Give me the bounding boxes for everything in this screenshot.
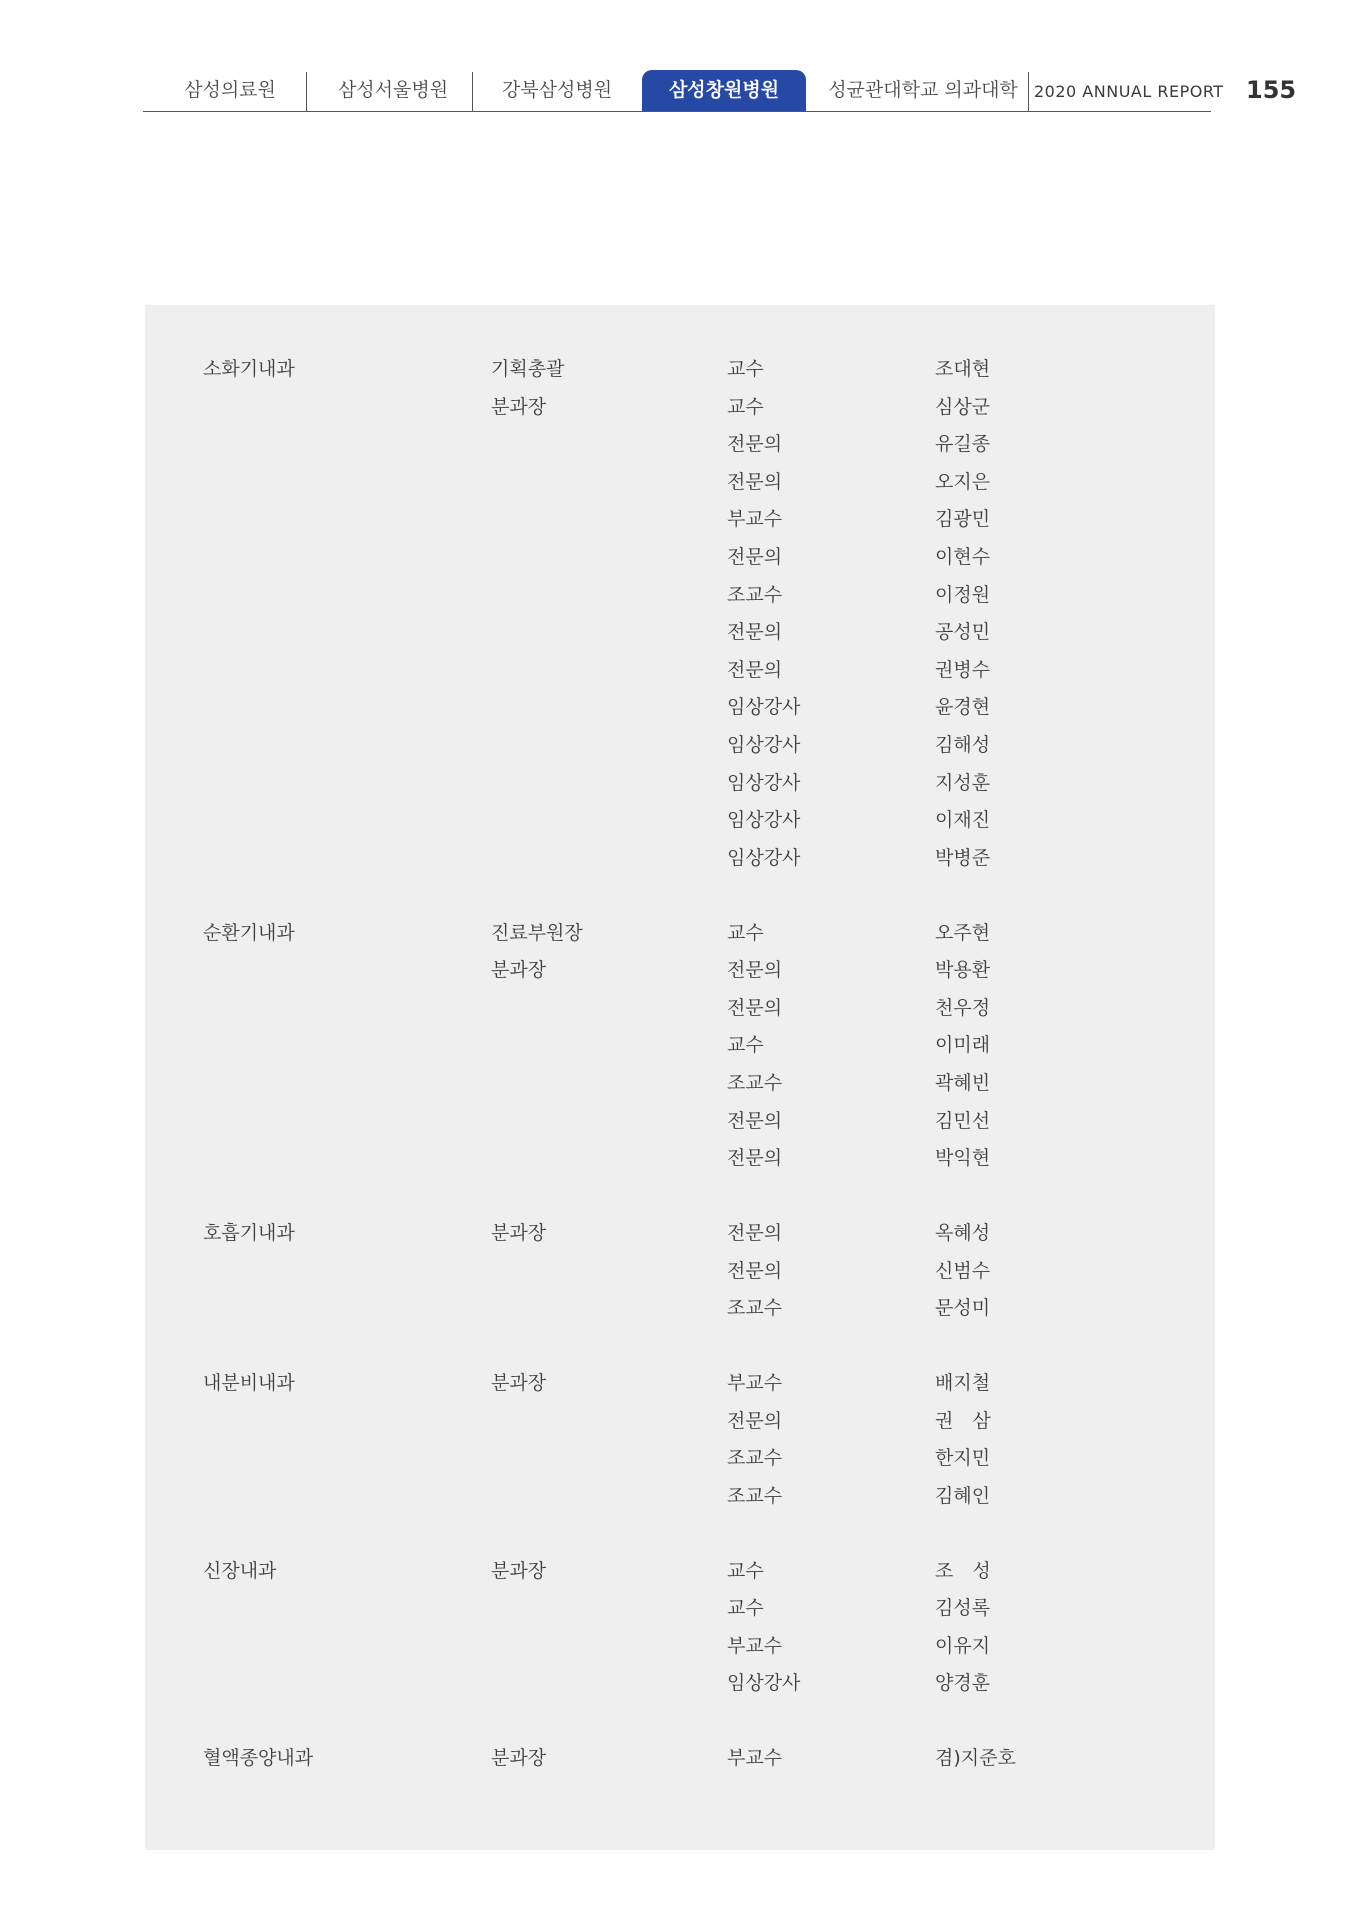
table-row (145, 840, 1215, 877)
name-cell: 지성훈 (935, 772, 991, 794)
title-cell: 전문의 (727, 1410, 783, 1432)
table-row (145, 539, 1215, 576)
staff-table (145, 305, 1215, 1850)
tab-divider (306, 72, 307, 112)
name-cell: 한지민 (935, 1447, 991, 1469)
tab-skku-school-of-medicine[interactable]: 성균관대학교 의과대학 (828, 79, 1018, 101)
table-row (145, 1065, 1215, 1102)
title-cell: 조교수 (727, 1447, 783, 1469)
name-cell: 박용환 (935, 959, 991, 981)
title-cell: 전문의 (727, 1260, 783, 1282)
title-cell: 교수 (727, 922, 764, 944)
table-row (145, 952, 1215, 989)
title-cell: 임상강사 (727, 734, 801, 756)
title-cell: 전문의 (727, 997, 783, 1019)
table-row (145, 1103, 1215, 1140)
name-cell: 옥혜성 (935, 1222, 991, 1244)
name-cell: 김혜인 (935, 1485, 991, 1507)
name-cell: 문성미 (935, 1297, 991, 1319)
table-row (145, 351, 1215, 388)
title-cell: 조교수 (727, 1072, 783, 1094)
table-row (145, 614, 1215, 651)
name-cell: 배지철 (935, 1372, 991, 1394)
tab-divider (1028, 72, 1029, 112)
table-row (145, 1140, 1215, 1177)
title-cell: 임상강사 (727, 772, 801, 794)
name-cell: 윤경현 (935, 696, 991, 718)
table-row (145, 652, 1215, 689)
title-cell: 전문의 (727, 1147, 783, 1169)
name-cell: 김성록 (935, 1597, 991, 1619)
name-cell: 양경훈 (935, 1672, 991, 1694)
role-cell: 분과장 (491, 396, 547, 418)
table-row (145, 1365, 1215, 1402)
table-row (145, 577, 1215, 614)
table-row (145, 1290, 1215, 1327)
title-cell: 교수 (727, 1597, 764, 1619)
title-cell: 교수 (727, 358, 764, 380)
name-cell: 박병준 (935, 847, 991, 869)
title-cell: 부교수 (727, 1635, 783, 1657)
table-row (145, 802, 1215, 839)
department-cell: 내분비내과 (203, 1372, 295, 1394)
title-cell: 임상강사 (727, 1672, 801, 1694)
name-cell: 겸)지준호 (935, 1747, 1016, 1769)
title-cell: 전문의 (727, 546, 783, 568)
title-cell: 전문의 (727, 621, 783, 643)
department-cell: 신장내과 (203, 1560, 277, 1582)
title-cell: 교수 (727, 1560, 764, 1582)
role-cell: 분과장 (491, 1222, 547, 1244)
tab-kangbuk-samsung-hospital[interactable]: 강북삼성병원 (501, 79, 613, 101)
title-cell: 조교수 (727, 1485, 783, 1507)
name-cell: 이유지 (935, 1635, 991, 1657)
tab-divider (472, 72, 473, 112)
table-row (145, 1553, 1215, 1590)
name-cell: 공성민 (935, 621, 991, 643)
table-row (145, 1215, 1215, 1252)
title-cell: 교수 (727, 396, 764, 418)
title-cell: 임상강사 (727, 847, 801, 869)
table-row (145, 1665, 1215, 1702)
table-row (145, 501, 1215, 538)
name-cell: 신범수 (935, 1260, 991, 1282)
table-row (145, 389, 1215, 426)
name-cell: 유길종 (935, 433, 991, 455)
name-cell: 김해성 (935, 734, 991, 756)
name-cell: 천우정 (935, 997, 991, 1019)
tab-samsung-changwon-hospital[interactable]: 삼성창원병원 (642, 70, 806, 112)
title-cell: 전문의 (727, 659, 783, 681)
name-cell: 곽혜빈 (935, 1072, 991, 1094)
annual-report-label: 2020 ANNUAL REPORT (1034, 82, 1224, 101)
name-cell: 이현수 (935, 546, 991, 568)
table-row (145, 765, 1215, 802)
name-cell: 오지은 (935, 471, 991, 493)
name-cell: 이재진 (935, 809, 991, 831)
table-row (145, 426, 1215, 463)
department-cell: 호흡기내과 (203, 1222, 295, 1244)
tab-samsung-seoul-hospital[interactable]: 삼성서울병원 (337, 79, 449, 101)
tab-samsung-medical-center[interactable]: 삼성의료원 (184, 79, 276, 101)
role-cell: 분과장 (491, 959, 547, 981)
name-cell: 조 성 (935, 1560, 991, 1582)
table-row (145, 1478, 1215, 1515)
title-cell: 교수 (727, 1034, 764, 1056)
title-cell: 전문의 (727, 433, 783, 455)
role-cell: 분과장 (491, 1747, 547, 1769)
name-cell: 권병수 (935, 659, 991, 681)
name-cell: 조대현 (935, 358, 991, 380)
title-cell: 임상강사 (727, 809, 801, 831)
page-header (0, 0, 1357, 120)
department-cell: 소화기내과 (203, 358, 295, 380)
name-cell: 오주현 (935, 922, 991, 944)
role-cell: 기획총괄 (491, 358, 565, 380)
title-cell: 부교수 (727, 1372, 783, 1394)
name-cell: 박익현 (935, 1147, 991, 1169)
department-cell: 순환기내과 (203, 922, 295, 944)
table-row (145, 1403, 1215, 1440)
table-row (145, 990, 1215, 1027)
table-row (145, 1590, 1215, 1627)
title-cell: 조교수 (727, 1297, 783, 1319)
name-cell: 권 삼 (935, 1410, 991, 1432)
role-cell: 분과장 (491, 1560, 547, 1582)
title-cell: 부교수 (727, 508, 783, 530)
title-cell: 전문의 (727, 471, 783, 493)
role-cell: 진료부원장 (491, 922, 583, 944)
table-row (145, 915, 1215, 952)
name-cell: 이정원 (935, 584, 991, 606)
name-cell: 김민선 (935, 1110, 991, 1132)
title-cell: 전문의 (727, 959, 783, 981)
page-number: 155 (1246, 76, 1297, 104)
name-cell: 김광민 (935, 508, 991, 530)
department-cell: 혈액종양내과 (203, 1747, 314, 1769)
table-row (145, 1440, 1215, 1477)
title-cell: 부교수 (727, 1747, 783, 1769)
title-cell: 조교수 (727, 584, 783, 606)
table-row (145, 689, 1215, 726)
table-row (145, 1253, 1215, 1290)
title-cell: 임상강사 (727, 696, 801, 718)
table-row (145, 1027, 1215, 1064)
table-row (145, 464, 1215, 501)
table-row (145, 727, 1215, 764)
title-cell: 전문의 (727, 1110, 783, 1132)
table-row (145, 1740, 1215, 1777)
name-cell: 심상군 (935, 396, 991, 418)
name-cell: 이미래 (935, 1034, 991, 1056)
title-cell: 전문의 (727, 1222, 783, 1244)
role-cell: 분과장 (491, 1372, 547, 1394)
table-row (145, 1628, 1215, 1665)
